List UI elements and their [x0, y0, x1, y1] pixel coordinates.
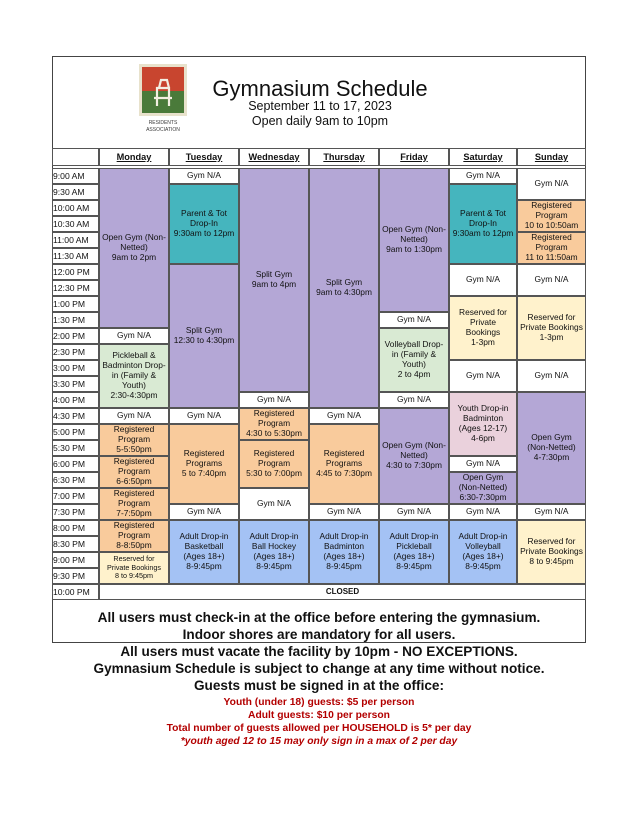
day-header-wednesday: Wednesday — [239, 148, 309, 166]
corner-cell — [52, 148, 99, 166]
time-label — [52, 376, 99, 392]
event-block: Gym N/A — [379, 392, 449, 408]
event-block: Parent & Tot Drop-In 9:30am to 12pm — [169, 184, 239, 264]
time-label — [52, 232, 99, 248]
event-block: Gym N/A — [99, 328, 169, 344]
time-text: 2:30 PM — [53, 346, 86, 357]
event-block: Registered Program 6-6:50pm — [99, 456, 169, 488]
event-block: Adult Drop-in Volleyball (Ages 18+) 8-9:45pm — [449, 520, 517, 584]
event-block: Registered Program 11 to 11:50am — [517, 232, 586, 264]
time-label — [52, 520, 99, 536]
event-block: Open Gym (Non-Netted) 9am to 1:30pm — [379, 168, 449, 312]
time-text: 11:00 AM — [53, 234, 89, 245]
time-label — [52, 568, 99, 584]
event-block: Reserved for Private Bookings 8 to 9:45pm — [99, 552, 169, 584]
event-block: Adult Drop-in Pickleball (Ages 18+) 8-9:45pm — [379, 520, 449, 584]
rule-shoes: Indoor shores are mandatory for all users. — [182, 627, 456, 642]
rule-checkin: All users must check-in at the office before entering the gymnasium. — [97, 610, 541, 625]
household-limit: Total number of guests allowed per HOUSEHOLD is 5* per day — [166, 723, 472, 734]
event-block: Gym N/A — [239, 392, 309, 408]
time-label — [52, 504, 99, 520]
day-header-tuesday: Tuesday — [169, 148, 239, 166]
event-block: Gym N/A — [449, 360, 517, 392]
event-block: Pickleball & Badminton Drop-in (Family & Youth) 2:30-4:30pm — [99, 344, 169, 408]
event-block: Open Gym (Non-Netted) 4-7:30pm — [517, 392, 586, 504]
event-block: Open Gym (Non-Netted) 6:30-7:30pm — [449, 472, 517, 504]
time-text: 1:30 PM — [53, 314, 86, 325]
event-block: Gym N/A — [239, 488, 309, 520]
event-block: Gym N/A — [169, 168, 239, 184]
event-block: Adult Drop-in Ball Hockey (Ages 18+) 8-9:45pm — [239, 520, 309, 584]
page-title: Gymnasium Schedule — [212, 76, 428, 101]
time-label — [52, 536, 99, 552]
time-label — [52, 408, 99, 424]
fee-youth: Youth (under 18) guests: $5 per person — [223, 697, 415, 708]
date-range: September 11 to 17, 2023 — [248, 99, 392, 113]
event-block: Gym N/A — [379, 504, 449, 520]
event-block: Registered Program 10 to 10:50am — [517, 200, 586, 232]
event-block: Gym N/A — [517, 264, 586, 296]
event-block: Gym N/A — [517, 360, 586, 392]
youth-limit-note: *youth aged 12 to 15 may only sign in a max of 2 per day — [180, 736, 458, 747]
event-block: Gym N/A — [169, 408, 239, 424]
time-label — [52, 488, 99, 504]
rule-guests: Guests must be signed in at the office: — [193, 678, 444, 693]
time-text: 2:00 PM — [53, 330, 86, 341]
event-block: Registered Program 7-7:50pm — [99, 488, 169, 520]
time-text: 9:30 AM — [53, 186, 85, 197]
time-text: 7:00 PM — [53, 490, 86, 501]
event-block: Open Gym (Non-Netted) 4:30 to 7:30pm — [379, 408, 449, 504]
event-block: Registered Programs 4:45 to 7:30pm — [309, 424, 379, 504]
auburn-bay-logo — [139, 64, 187, 138]
schedule-grid — [52, 148, 586, 600]
time-label — [52, 280, 99, 296]
time-text: 10:00 PM — [53, 586, 90, 597]
event-block: Registered Program 5-5:50pm — [99, 424, 169, 456]
event-block: Gym N/A — [309, 408, 379, 424]
time-label — [52, 552, 99, 568]
rule-vacate: All users must vacate the facility by 10pm - NO EXCEPTIONS. — [120, 644, 518, 659]
time-label — [52, 184, 99, 200]
event-block: Gym N/A — [99, 408, 169, 424]
event-block: Gym N/A — [449, 456, 517, 472]
event-block: Gym N/A — [379, 312, 449, 328]
event-block: Registered Programs 5 to 7:40pm — [169, 424, 239, 504]
event-block: Gym N/A — [517, 168, 586, 200]
time-label — [52, 248, 99, 264]
open-hours: Open daily 9am to 10pm — [251, 114, 389, 128]
time-label — [52, 360, 99, 376]
day-header-sunday: Sunday — [517, 148, 586, 166]
time-text: 1:00 PM — [53, 298, 86, 309]
event-block: Gym N/A — [517, 504, 586, 520]
time-text: 3:00 PM — [53, 362, 86, 373]
time-label — [52, 168, 99, 184]
time-text: 3:30 PM — [53, 378, 86, 389]
time-label — [52, 344, 99, 360]
time-text: 9:30 PM — [53, 570, 86, 581]
event-block: Split Gym 9am to 4:30pm — [309, 168, 379, 408]
event-block: Gym N/A — [449, 504, 517, 520]
time-text: 10:30 AM — [53, 218, 90, 229]
time-text: 5:00 PM — [53, 426, 86, 437]
rule-change: Gymnasium Schedule is subject to change at any time without notice. — [93, 661, 545, 676]
time-text: 9:00 AM — [53, 170, 85, 181]
event-block: Gym N/A — [169, 504, 239, 520]
event-block: Registered Program 4:30 to 5:30pm — [239, 408, 309, 440]
event-block: Registered Program 8-8:50pm — [99, 520, 169, 552]
event-block: Split Gym 9am to 4pm — [239, 168, 309, 392]
time-text: 8:30 PM — [53, 538, 86, 549]
time-text: 4:00 PM — [53, 394, 86, 405]
event-block: Gym N/A — [449, 168, 517, 184]
time-label — [52, 472, 99, 488]
time-label — [52, 216, 99, 232]
time-label — [52, 328, 99, 344]
event-block: Open Gym (Non-Netted) 9am to 2pm — [99, 168, 169, 328]
time-label — [52, 392, 99, 408]
event-block: Reserved for Private Bookings 1-3pm — [449, 296, 517, 360]
event-block: Parent & Tot Drop-In 9:30am to 12pm — [449, 184, 517, 264]
day-header-friday: Friday — [379, 148, 449, 166]
time-label — [52, 424, 99, 440]
event-block: Gym N/A — [449, 264, 517, 296]
time-text: 12:00 PM — [53, 266, 90, 277]
fee-adult: Adult guests: $10 per person — [248, 710, 390, 721]
day-header-monday: Monday — [99, 148, 169, 166]
event-block: Reserved for Private Bookings 8 to 9:45pm — [517, 520, 586, 584]
time-text: 5:30 PM — [53, 442, 86, 453]
event-block: Gym N/A — [309, 504, 379, 520]
time-text: 9:00 PM — [53, 554, 86, 565]
time-text: 12:30 PM — [53, 282, 90, 293]
time-text: 10:00 AM — [53, 202, 90, 213]
time-text: 11:30 AM — [53, 250, 89, 261]
time-text: 6:30 PM — [53, 474, 86, 485]
time-label — [52, 312, 99, 328]
event-block: Volleyball Drop-in (Family & Youth) 2 to 4pm — [379, 328, 449, 392]
time-label — [52, 296, 99, 312]
time-text: 6:00 PM — [53, 458, 86, 469]
day-header-thursday: Thursday — [309, 148, 379, 166]
time-text: 8:00 PM — [53, 522, 86, 533]
time-label — [52, 264, 99, 280]
event-block: Reserved for Private Bookings 1-3pm — [517, 296, 586, 360]
time-label — [52, 440, 99, 456]
time-label — [52, 584, 99, 600]
svg-text:ASSOCIATION: ASSOCIATION — [146, 127, 180, 133]
event-block: Split Gym 12:30 to 4:30pm — [169, 264, 239, 408]
event-block: Adult Drop-in Basketball (Ages 18+) 8-9:45pm — [169, 520, 239, 584]
event-block: Registered Program 5:30 to 7:00pm — [239, 440, 309, 488]
event-block: Youth Drop-in Badminton (Ages 12-17) 4-6pm — [449, 392, 517, 456]
time-label — [52, 200, 99, 216]
time-label — [52, 456, 99, 472]
svg-text:RESIDENTS: RESIDENTS — [148, 120, 178, 126]
time-text: 4:30 PM — [53, 410, 86, 421]
day-header-saturday: Saturday — [449, 148, 517, 166]
closed-row: CLOSED — [99, 584, 586, 600]
time-text: 7:30 PM — [53, 506, 86, 517]
event-block: Adult Drop-in Badminton (Ages 18+) 8-9:45pm — [309, 520, 379, 584]
